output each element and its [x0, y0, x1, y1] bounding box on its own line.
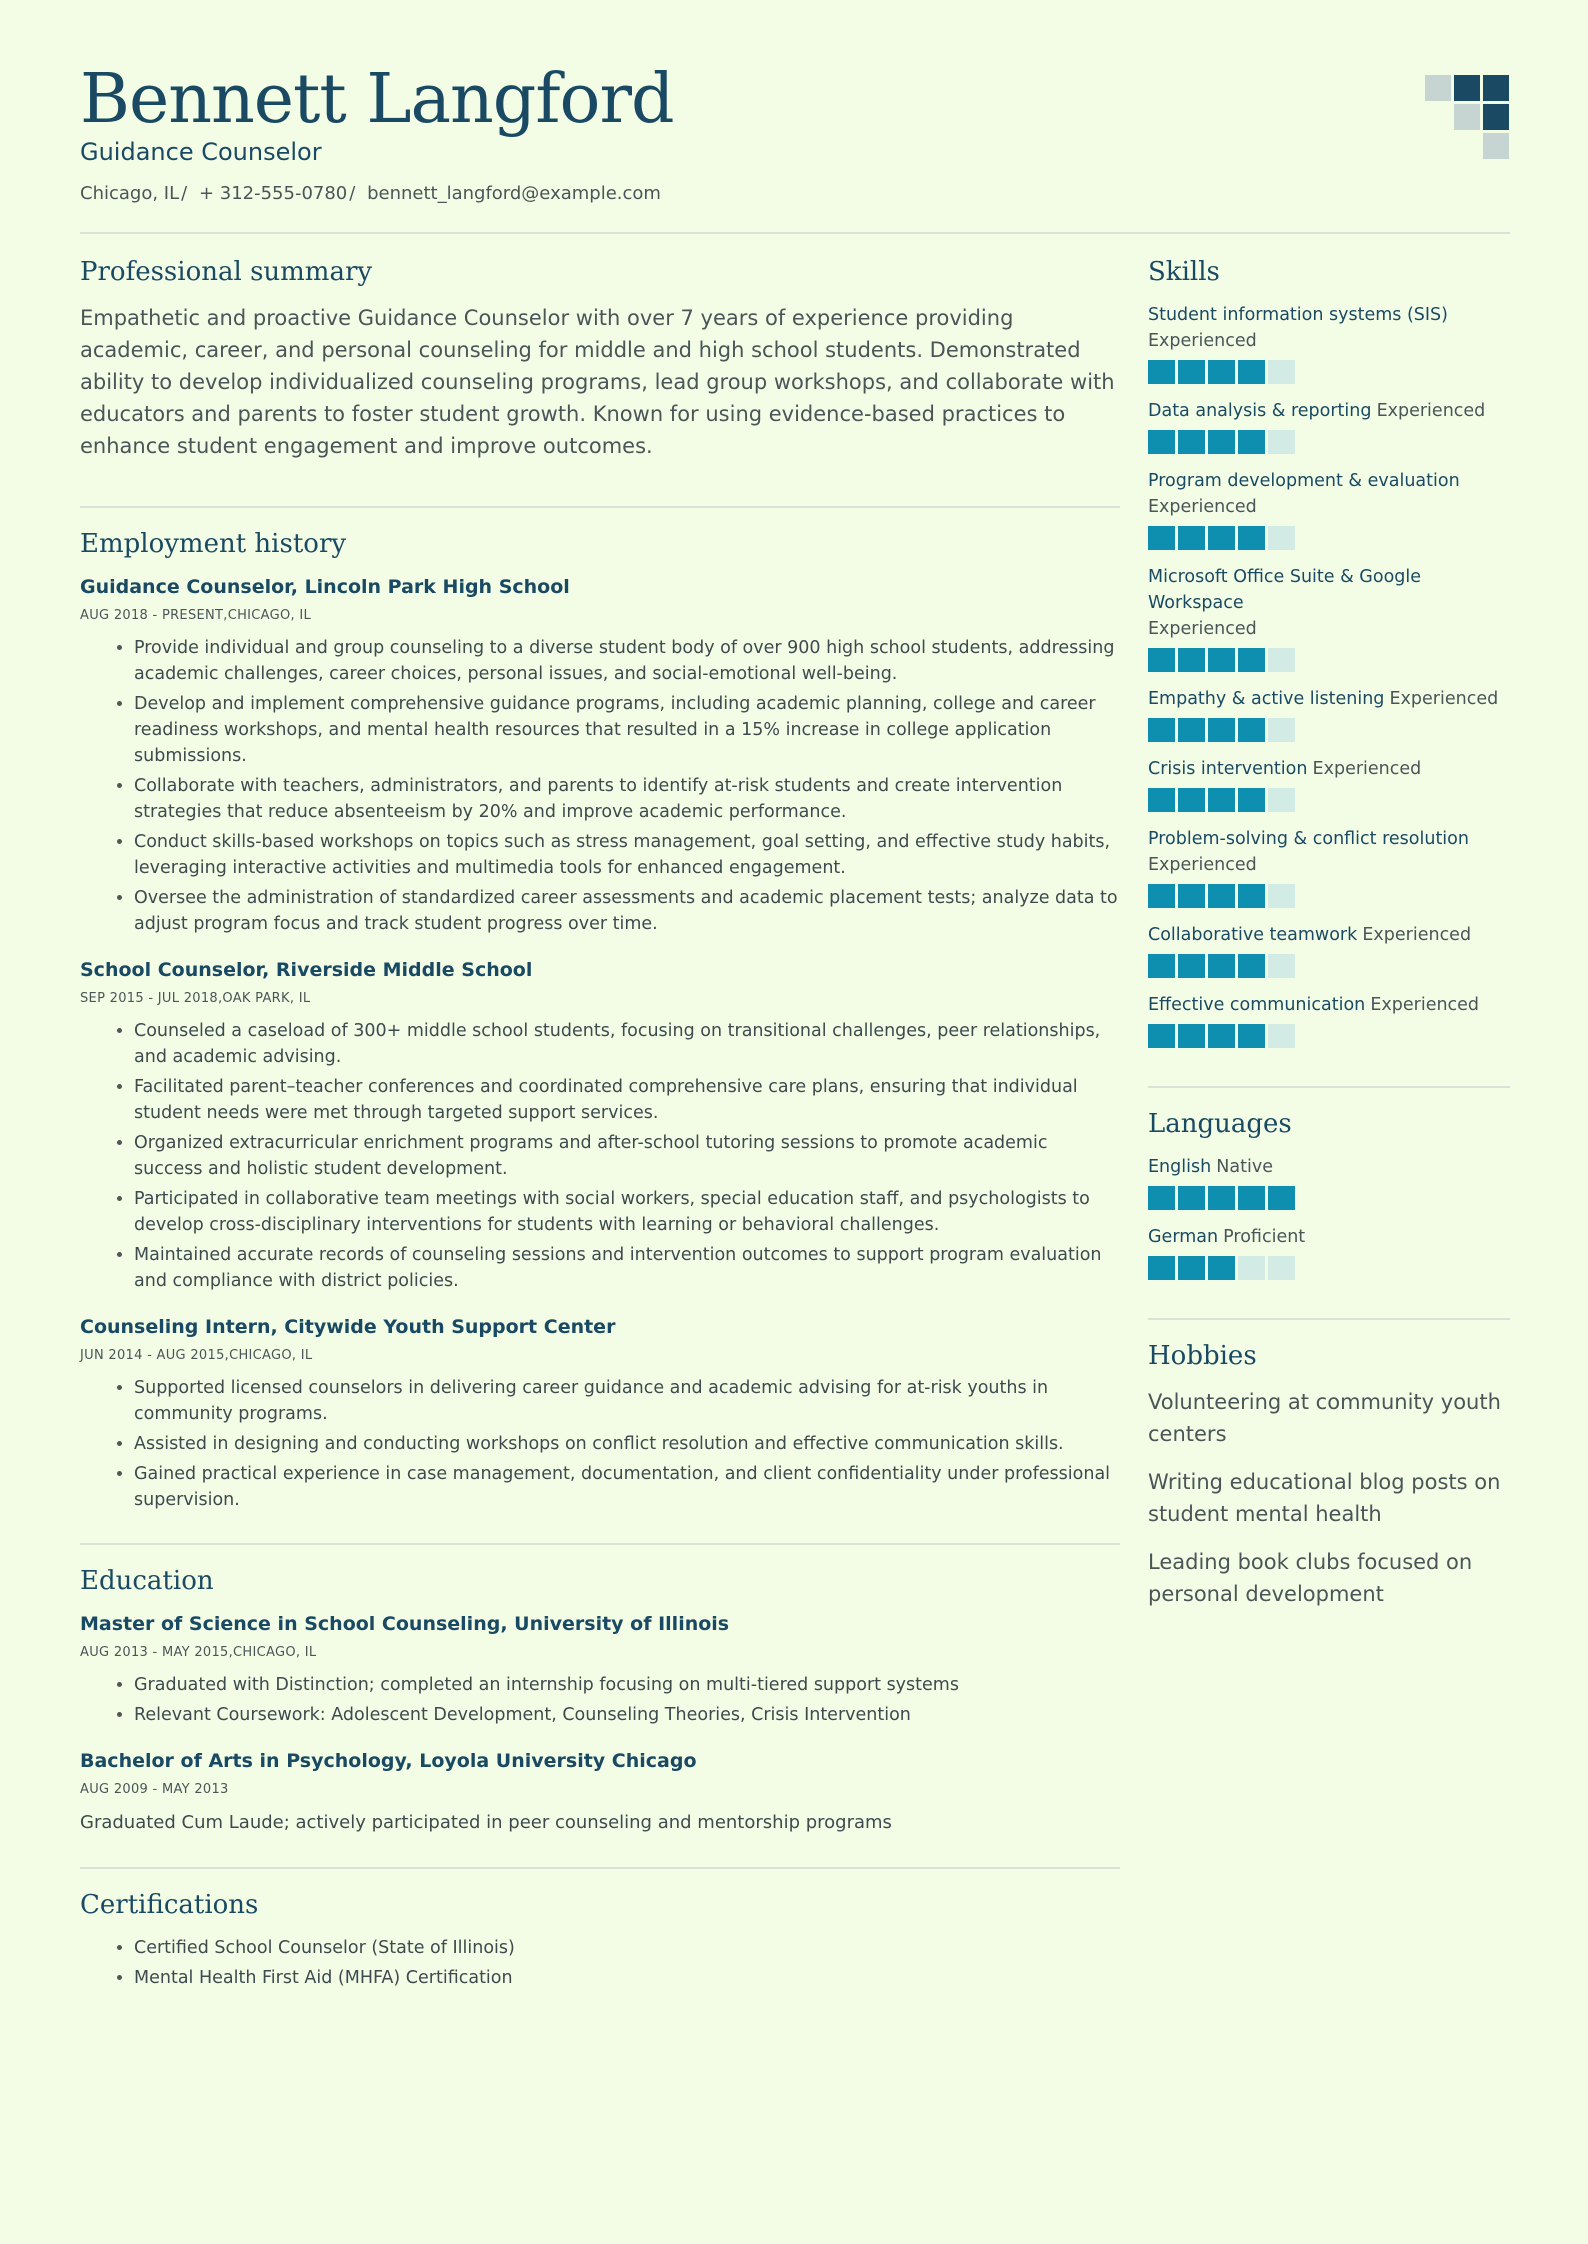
contact-email: bennett_langford@example.com	[367, 183, 661, 204]
job-bullet: • Conduct skills-based workshops on topics such as stress management, goal setting, and effective study habits, leveraging interactive activities and multimedia tools for enhanced engagement.	[134, 829, 1120, 881]
certifications-heading: Certifications	[80, 1890, 259, 1920]
degree-date: AUG 2009 - MAY 2013	[80, 1782, 229, 1797]
degree-bullet: • Graduated with Distinction; completed an internship focusing on multi-tiered support systems	[134, 1672, 1120, 1698]
rating-cell-filled	[1148, 360, 1175, 384]
skill-line	[1148, 826, 1510, 852]
summary-section	[80, 254, 1120, 462]
rating-cell-filled	[1148, 648, 1175, 672]
skill-item	[1148, 686, 1510, 742]
language-item	[1148, 1154, 1510, 1210]
rating-cell-filled	[1208, 1256, 1235, 1280]
language-name: German	[1148, 1227, 1219, 1247]
hobby-list	[1148, 1386, 1510, 1610]
rating-bar	[1148, 526, 1510, 550]
rating-bar	[1148, 648, 1510, 672]
section-divider	[80, 1543, 1120, 1545]
job-bullet: • Supported licensed counselors in delivering career guidance and academic advising for at-risk youths in community programs.	[134, 1375, 1120, 1427]
skill-list	[1148, 302, 1510, 1048]
skill-name: Program development & evaluation	[1148, 471, 1460, 491]
language-name: English	[1148, 1157, 1212, 1177]
skill-name: Crisis intervention	[1148, 759, 1308, 779]
rating-cell-empty	[1268, 648, 1295, 672]
rating-cell-filled	[1148, 718, 1175, 742]
rating-cell-filled	[1238, 526, 1265, 550]
rating-bar	[1148, 884, 1510, 908]
sidebar	[1148, 254, 1510, 1626]
rating-bar	[1148, 788, 1510, 812]
summary-text: Empathetic and proactive Guidance Counselor with over 7 years of experience providing academic, career, and personal counseling for middle and high school students. Demonstrated ability to develop individualized counseling programs, lead group workshops, and collaborate with educators and parents to foster student growth. Known for using evidence-based practices to enhance student engagement and improve outcomes.	[80, 306, 1115, 458]
rating-cell-filled	[1178, 884, 1205, 908]
rating-bar	[1148, 1256, 1510, 1280]
rating-cell-filled	[1208, 526, 1235, 550]
rating-cell-empty	[1268, 430, 1295, 454]
certification-list	[80, 1935, 1120, 1991]
sidebar-divider	[1148, 1318, 1510, 1320]
rating-cell-empty	[1268, 1024, 1295, 1048]
job-date: JUN 2014 - AUG 2015,CHICAGO, IL	[80, 1348, 313, 1363]
skill-item	[1148, 992, 1510, 1048]
job-bullets	[80, 1375, 1120, 1513]
rating-cell-filled	[1238, 884, 1265, 908]
language-item	[1148, 1224, 1510, 1280]
contact-location: Chicago, IL	[80, 183, 180, 204]
skill-name: Empathy & active listening	[1148, 689, 1385, 709]
job-bullet: • Oversee the administration of standardized career assessments and academic placement tests; analyze data to adjust program focus and track student progress over time.	[134, 885, 1120, 937]
job-bullet: • Provide individual and group counseling to a diverse student body of over 900 high school students, addressing academic challenges, career choices, personal issues, and social-emotional well-being.	[134, 635, 1120, 687]
degree-title: Bachelor of Arts in Psychology, Loyola University Chicago	[80, 1750, 697, 1772]
rating-bar	[1148, 360, 1510, 384]
language-level: Native	[1216, 1157, 1273, 1177]
skill-line	[1148, 992, 1510, 1018]
rating-cell-filled	[1238, 1024, 1265, 1048]
rating-cell-filled	[1178, 788, 1205, 812]
skill-name: Data analysis & reporting	[1148, 401, 1372, 421]
skill-line	[1148, 302, 1510, 328]
rating-bar	[1148, 430, 1510, 454]
job-bullet: • Assisted in designing and conducting workshops on conflict resolution and effective communication skills.	[134, 1431, 1120, 1457]
certification-item: • Certified School Counselor (State of Illinois)	[134, 1935, 1120, 1961]
employment-section	[80, 526, 1120, 1513]
rating-cell-filled	[1208, 360, 1235, 384]
rating-cell-filled	[1178, 360, 1205, 384]
language-line	[1148, 1154, 1510, 1180]
rating-bar	[1148, 1024, 1510, 1048]
rating-cell-filled	[1208, 430, 1235, 454]
rating-cell-filled	[1148, 526, 1175, 550]
skill-line	[1148, 398, 1510, 424]
contact-separator: /	[181, 183, 188, 204]
rating-cell-filled	[1208, 788, 1235, 812]
degree-bullet: • Relevant Coursework: Adolescent Development, Counseling Theories, Crisis Intervention	[134, 1702, 1120, 1728]
job-title: Guidance Counselor, Lincoln Park High School	[80, 576, 570, 598]
summary-heading: Professional summary	[80, 257, 373, 287]
rating-cell-filled	[1178, 718, 1205, 742]
skill-line	[1148, 564, 1510, 616]
skill-line	[1148, 686, 1510, 712]
skill-level: Experienced	[1148, 855, 1257, 875]
skill-line	[1148, 756, 1510, 782]
hobby-item: Volunteering at community youth centers	[1148, 1390, 1501, 1446]
rating-cell-filled	[1238, 648, 1265, 672]
rating-cell-filled	[1178, 430, 1205, 454]
skill-name: Collaborative teamwork	[1148, 925, 1358, 945]
skill-item	[1148, 564, 1510, 672]
rating-cell-empty	[1268, 718, 1295, 742]
rating-cell-filled	[1238, 430, 1265, 454]
main-column	[80, 254, 1120, 2011]
skills-heading: Skills	[1148, 257, 1220, 287]
rating-cell-empty	[1238, 1256, 1265, 1280]
job-date: SEP 2015 - JUL 2018,OAK PARK, IL	[80, 991, 311, 1006]
job-date: AUG 2018 - PRESENT,CHICAGO, IL	[80, 608, 312, 623]
skill-level: Experienced	[1362, 925, 1472, 945]
skill-level: Experienced	[1370, 995, 1480, 1015]
job-bullet: • Collaborate with teachers, administrators, and parents to identify at-risk students and create intervention strategies that reduce absenteeism by 20% and improve academic performance.	[134, 773, 1120, 825]
rating-cell-filled	[1208, 954, 1235, 978]
rating-cell-filled	[1178, 1186, 1205, 1210]
job-bullet: • Develop and implement comprehensive guidance programs, including academic planning, college and career readiness workshops, and mental health resources that resulted in a 15% increase in college application submissions.	[134, 691, 1120, 769]
rating-bar	[1148, 954, 1510, 978]
rating-cell-filled	[1148, 884, 1175, 908]
skill-item	[1148, 468, 1510, 550]
contact-phone: + 312-555-0780	[198, 183, 348, 204]
job-bullet: • Organized extracurricular enrichment programs and after-school tutoring sessions to promote academic success and holistic student development.	[134, 1130, 1120, 1182]
rating-cell-empty	[1268, 954, 1295, 978]
job-bullets	[80, 1018, 1120, 1294]
job-list	[80, 574, 1120, 1513]
contact-separator: /	[349, 183, 356, 204]
employment-heading: Employment history	[80, 529, 347, 559]
section-divider	[80, 1867, 1120, 1869]
rating-bar	[1148, 718, 1510, 742]
skill-item	[1148, 398, 1510, 454]
degree-bullets	[80, 1672, 1120, 1728]
rating-cell-filled	[1178, 648, 1205, 672]
education-section	[80, 1563, 1120, 1837]
job-title: Counseling Intern, Citywide Youth Support Center	[80, 1316, 616, 1338]
rating-cell-filled	[1208, 1024, 1235, 1048]
rating-cell-empty	[1268, 526, 1295, 550]
sidebar-divider	[1148, 1086, 1510, 1088]
certification-item: • Mental Health First Aid (MHFA) Certification	[134, 1965, 1120, 1991]
rating-cell-filled	[1208, 1186, 1235, 1210]
rating-cell-filled	[1238, 360, 1265, 384]
rating-cell-filled	[1148, 954, 1175, 978]
degree-date: AUG 2013 - MAY 2015,CHICAGO, IL	[80, 1645, 317, 1660]
job-bullet: • Counseled a caseload of 300+ middle school students, focusing on transitional challenges, peer relationships, and academic advising.	[134, 1018, 1120, 1070]
hobbies-section	[1148, 1338, 1510, 1610]
education-list	[80, 1611, 1120, 1837]
rating-cell-filled	[1238, 954, 1265, 978]
header-divider	[80, 232, 1510, 234]
rating-cell-empty	[1268, 360, 1295, 384]
hobby-item: Writing educational blog posts on student mental health	[1148, 1470, 1501, 1526]
rating-bar	[1148, 1186, 1510, 1210]
skill-level: Experienced	[1148, 619, 1257, 639]
job-bullet: • Participated in collaborative team meetings with social workers, special education staff, and psychologists to develop cross-disciplinary interventions for students with learning or behavioral challenges.	[134, 1186, 1120, 1238]
hobby-item: Leading book clubs focused on personal development	[1148, 1550, 1473, 1606]
decorative-logo-icon	[1425, 75, 1509, 159]
language-line	[1148, 1224, 1510, 1250]
skill-line	[1148, 468, 1510, 494]
rating-cell-filled	[1178, 526, 1205, 550]
certifications-section	[80, 1887, 1120, 1991]
rating-cell-filled	[1178, 954, 1205, 978]
rating-cell-filled	[1238, 1186, 1265, 1210]
skill-level: Experienced	[1389, 689, 1499, 709]
skill-item	[1148, 826, 1510, 908]
education-heading: Education	[80, 1566, 214, 1596]
rating-cell-filled	[1148, 1024, 1175, 1048]
rating-cell-filled	[1208, 648, 1235, 672]
degree-title: Master of Science in School Counseling, University of Illinois	[80, 1613, 730, 1635]
rating-cell-empty	[1268, 788, 1295, 812]
contact-line	[80, 183, 661, 204]
rating-cell-filled	[1178, 1024, 1205, 1048]
job-bullet: • Gained practical experience in case management, documentation, and client confidentiality under professional supervision.	[134, 1461, 1120, 1513]
rating-cell-filled	[1178, 1256, 1205, 1280]
skill-level: Experienced	[1312, 759, 1422, 779]
section-divider	[80, 506, 1120, 508]
language-list	[1148, 1154, 1510, 1280]
language-level: Proficient	[1223, 1227, 1306, 1247]
skill-name: Effective communication	[1148, 995, 1366, 1015]
rating-cell-empty	[1268, 884, 1295, 908]
job-title: School Counselor, Riverside Middle School	[80, 959, 533, 981]
rating-cell-filled	[1148, 788, 1175, 812]
job-bullet: • Maintained accurate records of counseling sessions and intervention outcomes to support program evaluation and compliance with district policies.	[134, 1242, 1120, 1294]
skill-level: Experienced	[1376, 401, 1486, 421]
skill-level: Experienced	[1148, 331, 1257, 351]
job-bullet: • Facilitated parent–teacher conferences and coordinated comprehensive care plans, ensuring that individual student needs were met through targeted support services.	[134, 1074, 1120, 1126]
languages-section	[1148, 1106, 1510, 1280]
rating-cell-filled	[1208, 884, 1235, 908]
skill-item	[1148, 922, 1510, 978]
candidate-role: Guidance Counselor	[80, 138, 322, 166]
skill-level: Experienced	[1148, 497, 1257, 517]
skill-name: Microsoft Office Suite & Google Workspace	[1148, 567, 1422, 613]
rating-cell-filled	[1238, 788, 1265, 812]
hobbies-heading: Hobbies	[1148, 1341, 1257, 1371]
skill-name: Problem-solving & conflict resolution	[1148, 829, 1469, 849]
rating-cell-filled	[1148, 1256, 1175, 1280]
skill-line	[1148, 922, 1510, 948]
rating-cell-filled	[1208, 718, 1235, 742]
candidate-name: Bennett Langford	[80, 60, 674, 139]
skills-section	[1148, 254, 1510, 1048]
skill-item	[1148, 302, 1510, 384]
rating-cell-filled	[1148, 430, 1175, 454]
skill-name: Student information systems (SIS)	[1148, 305, 1448, 325]
rating-cell-filled	[1238, 718, 1265, 742]
languages-heading: Languages	[1148, 1109, 1292, 1139]
job-bullets	[80, 635, 1120, 937]
skill-item	[1148, 756, 1510, 812]
degree-note: Graduated Cum Laude; actively participated in peer counseling and mentorship programs	[80, 1812, 892, 1833]
rating-cell-filled	[1148, 1186, 1175, 1210]
rating-cell-filled	[1268, 1186, 1295, 1210]
rating-cell-empty	[1268, 1256, 1295, 1280]
